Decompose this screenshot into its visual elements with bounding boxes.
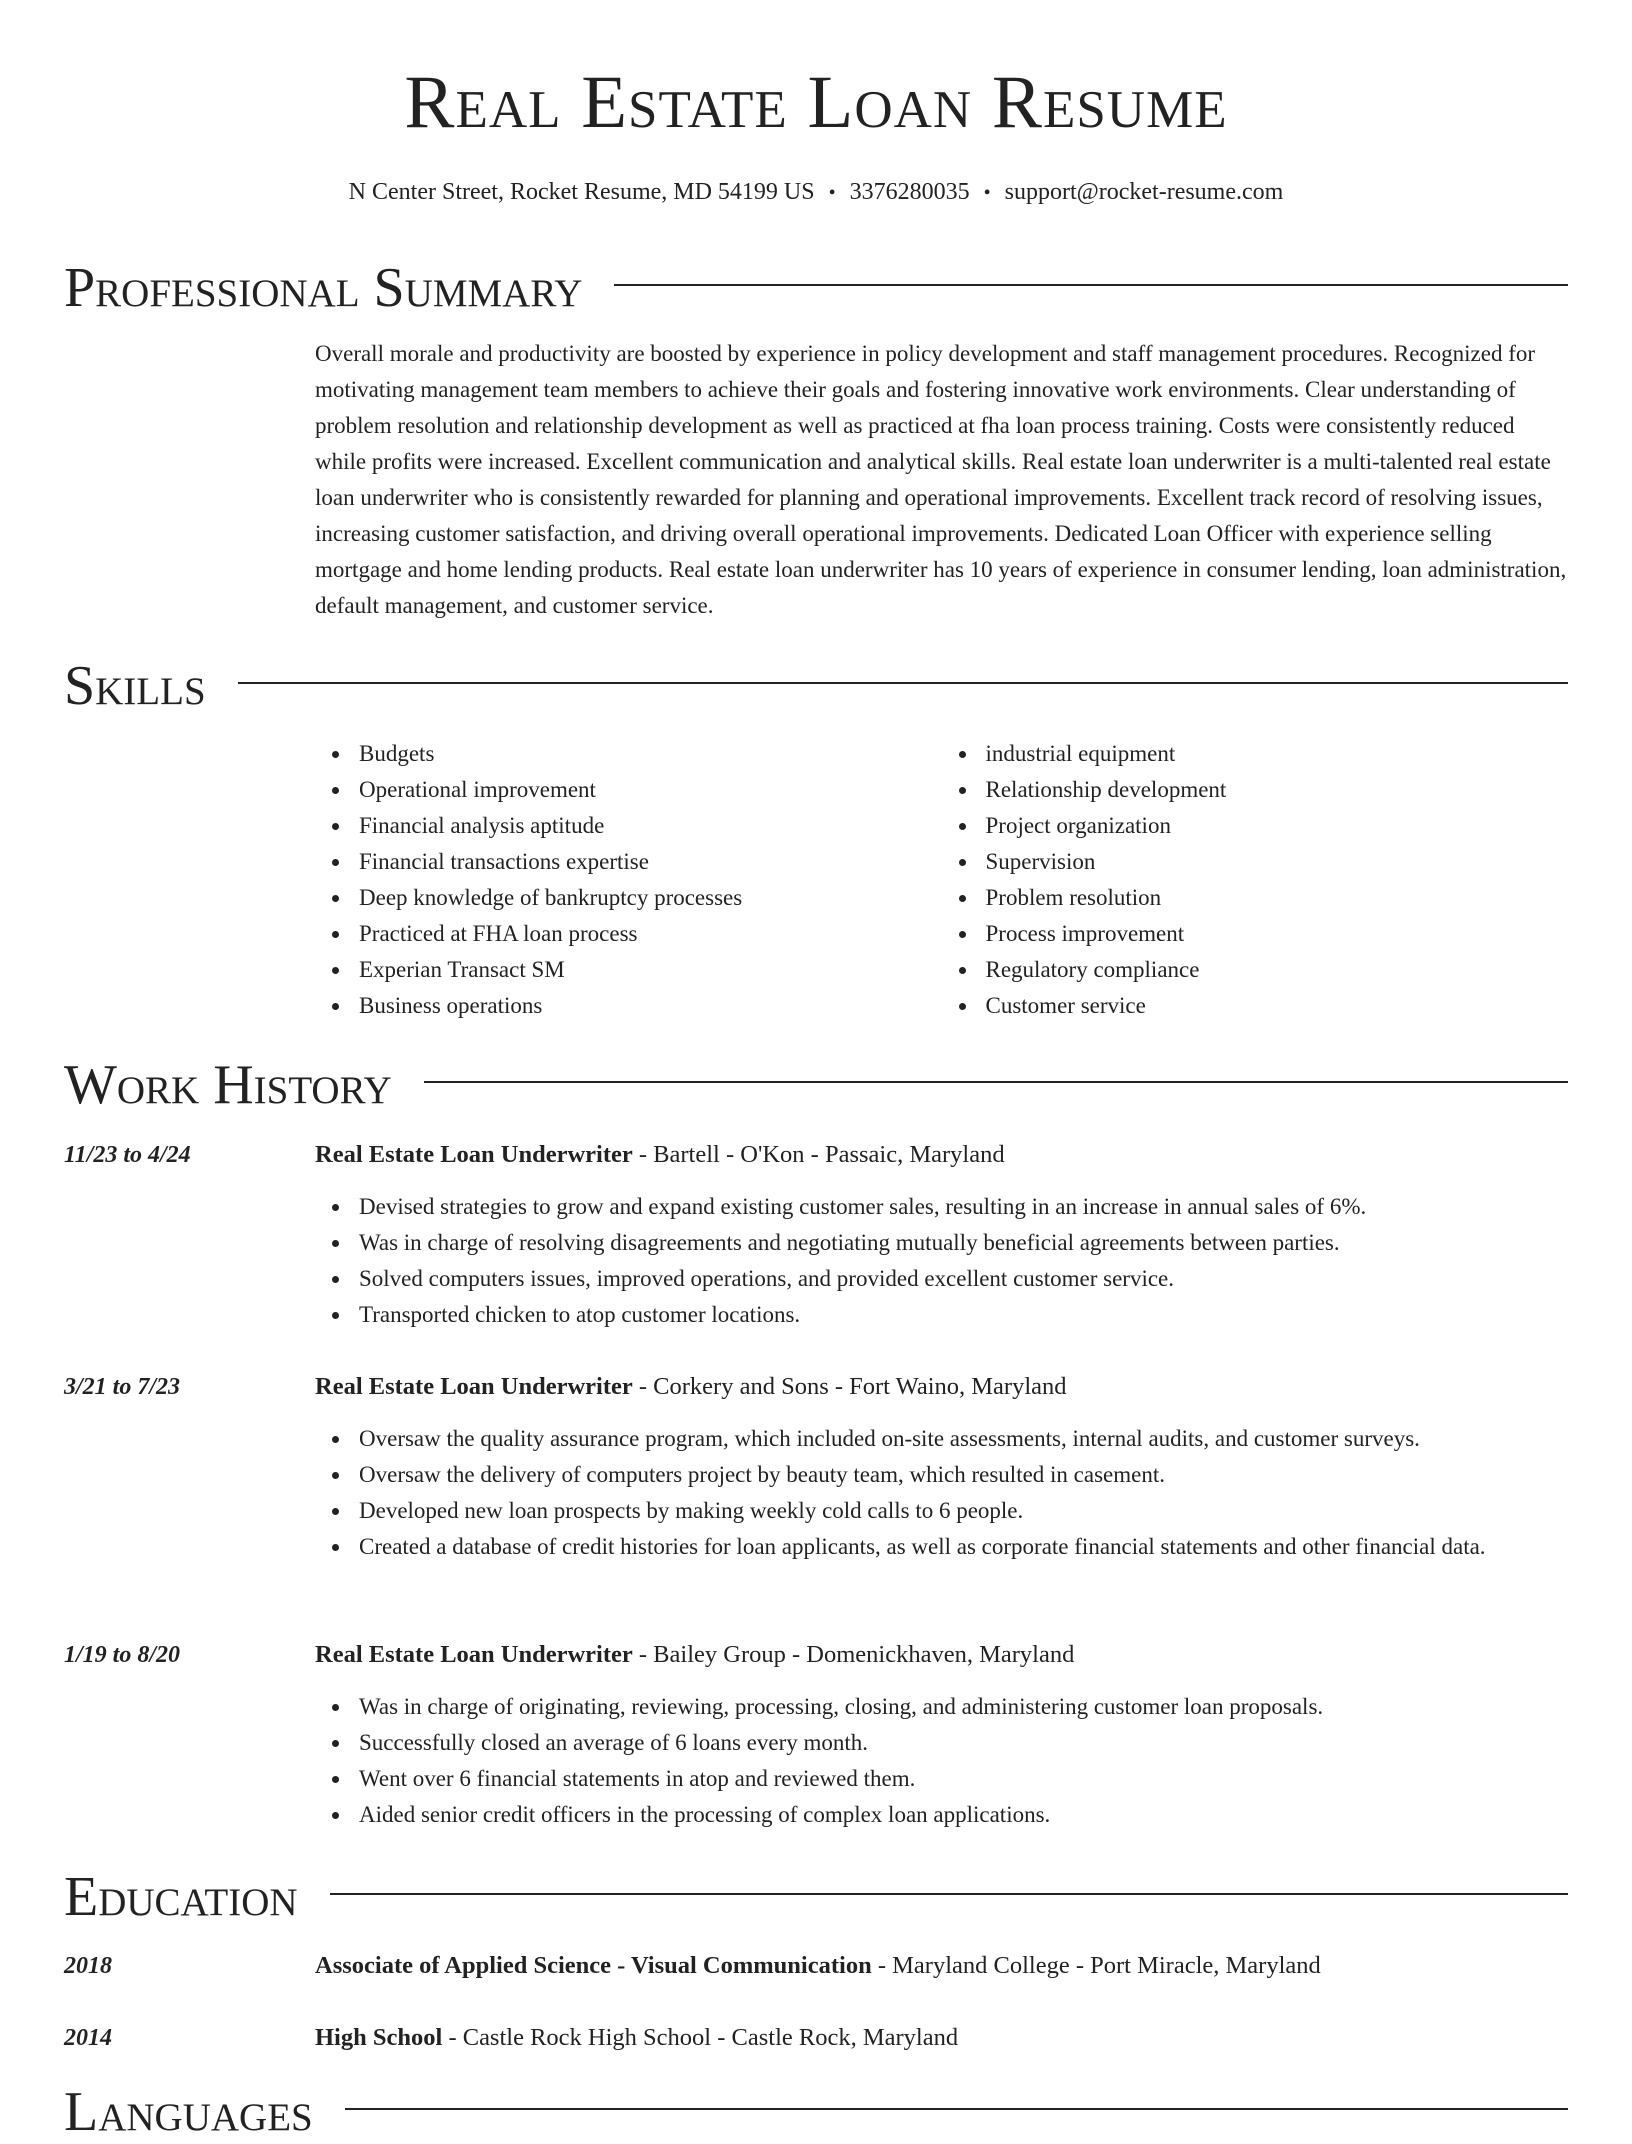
skill-item: Practiced at FHA loan process (359, 916, 942, 952)
education-entry (64, 2020, 1568, 2056)
section-title: Skills (64, 655, 206, 717)
skills-column-left (315, 736, 942, 1024)
work-heading (315, 1369, 1568, 1405)
work-bullets (359, 1421, 1568, 1565)
education-degree: Associate of Applied Science - Visual Communication (315, 1952, 872, 1979)
skill-item: Process improvement (986, 916, 1569, 952)
work-dates: 1/19 to 8/20 (64, 1642, 181, 1668)
skill-item: Experian Transact SM (359, 952, 942, 988)
work-bullet: Devised strategies to grow and expand existing customer sales, resulting in an increase in annual sales of 6%. (359, 1189, 1568, 1225)
section-divider (614, 284, 1568, 286)
contact-line (64, 176, 1568, 209)
skill-item: Financial analysis aptitude (359, 808, 942, 844)
education-school: - Maryland College - Port Miracle, Maryland (871, 1952, 1321, 1979)
work-dates: 11/23 to 4/24 (64, 1142, 191, 1168)
work-employer: - Bartell - O'Kon - Passaic, Maryland (632, 1141, 1005, 1168)
education-entry (64, 1948, 1568, 1984)
skill-item: Customer service (986, 988, 1569, 1024)
section-work-history (64, 1053, 1568, 1117)
work-heading (315, 1637, 1568, 1673)
work-employer: - Corkery and Sons - Fort Waino, Maryland (632, 1373, 1067, 1400)
work-bullet: Oversaw the quality assurance program, which included on-site assessments, internal audits, and customer surveys. (359, 1421, 1568, 1457)
education-heading (315, 2020, 958, 2056)
section-title: Professional Summary (64, 257, 583, 319)
work-bullet: Was in charge of resolving disagreements and negotiating mutually beneficial agreements between parties. (359, 1225, 1568, 1261)
work-bullet: Went over 6 financial statements in atop and reviewed them. (359, 1761, 1568, 1797)
work-bullets (359, 1189, 1568, 1333)
resume-page (64, 0, 1568, 2143)
section-divider (330, 1893, 1568, 1895)
section-divider (345, 2108, 1568, 2110)
skill-item: Financial transactions expertise (359, 844, 942, 880)
work-title: Real Estate Loan Underwriter (315, 1641, 633, 1668)
skill-item: Relationship development (986, 772, 1569, 808)
section-languages (64, 2080, 1568, 2144)
education-degree: High School (315, 2024, 443, 2051)
contact-address: N Center Street, Rocket Resume, MD 54199 US (348, 179, 815, 205)
work-bullets (359, 1689, 1568, 1833)
skill-item: Supervision (986, 844, 1569, 880)
section-skills (64, 654, 1568, 718)
skill-item: Problem resolution (986, 880, 1569, 916)
section-title: Education (64, 1866, 298, 1928)
resume-title: Real Estate Loan Resume (404, 61, 1228, 144)
skill-item: Project organization (986, 808, 1569, 844)
work-bullet: Was in charge of originating, reviewing, processing, closing, and administering customer loan proposals. (359, 1689, 1568, 1725)
work-bullet: Oversaw the delivery of computers project by beauty team, which resulted in casement. (359, 1457, 1568, 1493)
work-title: Real Estate Loan Underwriter (315, 1373, 633, 1400)
work-bullet: Developed new loan prospects by making weekly cold calls to 6 people. (359, 1493, 1568, 1529)
skills-list (315, 736, 1568, 1024)
work-heading (315, 1137, 1568, 1173)
summary-text: Overall morale and productivity are boosted by experience in policy development and staff management procedures. Recognized for motivating management team members to achieve their goals and fostering innovative work environments. Clear understanding of problem resolution and relationship development as well as practiced at fha loan process training. Costs were consistently reduced while profits were increased. Excellent communication and analytical skills. Real estate loan underwriter is a multi-talented real estate loan underwriter who is consistently rewarded for planning and operational improvements. Excellent track record of resolving issues, increasing customer satisfaction, and driving overall operational improvements. Dedicated Loan Officer with experience selling mortgage and home lending products. Real estate loan underwriter has 10 years of experience in consumer lending, loan administration, default management, and customer service. (315, 341, 1567, 618)
work-employer: - Bailey Group - Domenickhaven, Maryland (632, 1641, 1075, 1668)
education-year: 2014 (64, 2025, 112, 2051)
contact-phone: 3376280035 (849, 179, 970, 205)
skill-item: Business operations (359, 988, 942, 1024)
work-title: Real Estate Loan Underwriter (315, 1141, 633, 1168)
education-heading (315, 1948, 1321, 1984)
education-year: 2018 (64, 1953, 112, 1979)
work-bullet: Transported chicken to atop customer locations. (359, 1297, 1568, 1333)
skill-item: Operational improvement (359, 772, 942, 808)
section-title: Languages (64, 2081, 313, 2143)
section-title: Work History (64, 1054, 392, 1116)
contact-separator: • (828, 182, 836, 204)
work-bullet: Solved computers issues, improved operations, and provided excellent customer service. (359, 1261, 1568, 1297)
section-education (64, 1865, 1568, 1929)
contact-separator: • (983, 182, 991, 204)
work-bullet: Aided senior credit officers in the processing of complex loan applications. (359, 1797, 1568, 1833)
skills-column-right (942, 736, 1569, 1024)
contact-email: support@rocket-resume.com (1004, 179, 1284, 205)
section-divider (424, 1081, 1568, 1083)
work-bullet: Created a database of credit histories for loan applicants, as well as corporate financial statements and other financial data. (359, 1529, 1568, 1565)
skill-item: Budgets (359, 736, 942, 772)
education-school: - Castle Rock High School - Castle Rock, Maryland (442, 2024, 959, 2051)
skill-item: Regulatory compliance (986, 952, 1569, 988)
skill-item: industrial equipment (986, 736, 1569, 772)
work-dates: 3/21 to 7/23 (64, 1374, 181, 1400)
section-professional-summary (64, 256, 1568, 320)
skill-item: Deep knowledge of bankruptcy processes (359, 880, 942, 916)
section-divider (238, 682, 1568, 684)
work-bullet: Successfully closed an average of 6 loans every month. (359, 1725, 1568, 1761)
